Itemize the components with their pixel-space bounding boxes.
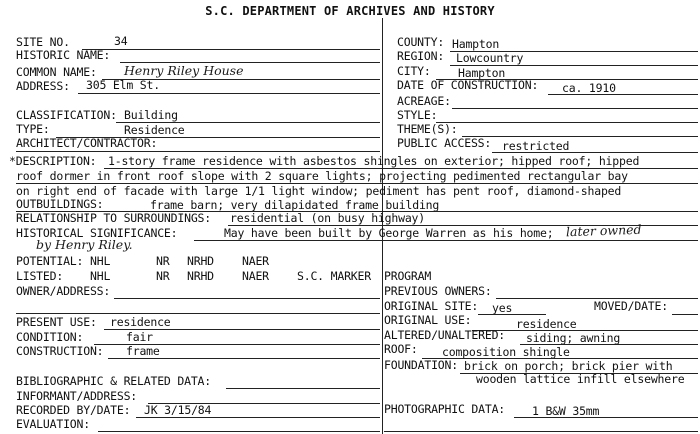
recorded-by-line [136, 417, 380, 418]
city-value: Hampton [458, 66, 506, 80]
historical-significance-typed: May have been built by George Warren as his home; [224, 226, 554, 240]
bibliographic-label: BIBLIOGRAPHIC & RELATED DATA: [16, 374, 211, 388]
potential-nr: NR [156, 254, 170, 268]
construction-label: CONSTRUCTION: [16, 344, 104, 358]
city-label: CITY: [397, 64, 431, 78]
original-site-value: yes [492, 301, 513, 315]
condition-value: fair [126, 330, 153, 344]
listed-sc-marker: S.C. MARKER [297, 269, 371, 283]
historical-significance-handwritten-2: by Henry Riley. [36, 237, 133, 252]
evaluation-label: EVALUATION: [16, 417, 90, 431]
common-name-value: Henry Riley House [124, 63, 244, 78]
original-use-label: ORIGINAL USE: [384, 313, 472, 327]
address-line [78, 93, 380, 94]
region-value: Lowcountry [456, 51, 524, 65]
date-construction-line [548, 94, 698, 95]
listed-nhl: NHL [90, 269, 111, 283]
description-line-2: roof dormer in front roof slope with 2 square lights; projecting pedimented rectangular bay [16, 169, 628, 183]
type-value: Residence [124, 123, 185, 137]
address-value: 305 Elm St. [86, 78, 160, 92]
theme-line [462, 136, 698, 137]
listed-nrhd: NRHD [187, 269, 214, 283]
potential-nhl: NHL [90, 254, 111, 268]
county-value: Hampton [452, 37, 500, 51]
type-label: TYPE: [16, 122, 50, 136]
style-label: STYLE: [397, 108, 438, 122]
informant-label: INFORMANT/ADDRESS: [16, 389, 138, 403]
relationship-value: residential (on busy highway) [230, 211, 425, 225]
public-access-line [492, 152, 698, 153]
evaluation-line [98, 431, 380, 432]
outbuildings-label: OUTBUILDINGS: [16, 197, 104, 211]
architect-line [16, 151, 380, 152]
photographic-value: 1 B&W 35mm [532, 404, 600, 418]
recorded-by-value: JK 3/15/84 [144, 403, 212, 417]
description-line-3: on right end of facade with large 1/1 light window; pediment has pent roof, diamond-shaped [16, 184, 622, 198]
original-use-value: residence [516, 317, 577, 331]
photographic-label: PHOTOGRAPHIC DATA: [384, 402, 506, 416]
public-access-value: restricted [502, 139, 570, 153]
historic-name-label: HISTORIC NAME: [16, 48, 111, 62]
relationship-label: RELATIONSHIP TO SURROUNDINGS: [16, 211, 211, 225]
description-line-1: 1-story frame residence with asbestos shingles on exterior; hipped roof; hipped [108, 154, 640, 168]
site-no-value: 34 [114, 34, 128, 48]
region-label: REGION: [397, 49, 445, 63]
recorded-by-label: RECORDED BY/DATE: [16, 403, 131, 417]
historical-significance-line [194, 240, 698, 241]
moved-date-label: MOVED/DATE: [594, 299, 668, 313]
program-label: PROGRAM [384, 269, 432, 283]
original-site-label: ORIGINAL SITE: [384, 299, 479, 313]
classification-value: Building [124, 108, 178, 122]
site-no-line [82, 49, 380, 50]
architect-label: ARCHITECT/CONTRACTOR: [16, 136, 158, 150]
outbuildings-value: frame barn; very dilapidated frame building [150, 198, 440, 212]
owner-address-line-2 [16, 313, 380, 314]
photographic-line [514, 417, 698, 418]
acreage-line [452, 108, 698, 109]
acreage-label: ACREAGE: [397, 94, 451, 108]
listed-naer: NAER [242, 269, 269, 283]
foundation-label: FOUNDATION: [384, 358, 458, 372]
condition-label: CONDITION: [16, 330, 84, 344]
description-label: *DESCRIPTION: [9, 154, 97, 168]
date-construction-value: ca. 1910 [562, 81, 616, 95]
foundation-value-1: brick on porch; brick pier with [464, 359, 673, 373]
public-access-label: PUBLIC ACCESS: [397, 136, 492, 150]
county-label: COUNTY: [397, 35, 445, 49]
owner-address-label: OWNER/ADDRESS: [16, 284, 111, 298]
present-use-label: PRESENT USE: [16, 315, 97, 329]
potential-label: POTENTIAL: [16, 254, 84, 268]
historical-significance-label: HISTORICAL SIGNIFICANCE: [16, 226, 178, 240]
theme-label: THEME(S): [397, 122, 458, 136]
construction-line [108, 358, 380, 359]
form-title: S.C. DEPARTMENT OF ARCHIVES AND HISTORY [205, 4, 495, 18]
evaluation-line-right [384, 431, 698, 432]
address-label: ADDRESS: [16, 79, 70, 93]
classification-label: CLASSIFICATION: [16, 108, 117, 122]
construction-value: frame [126, 344, 160, 358]
previous-owners-label: PREVIOUS OWNERS: [384, 284, 492, 298]
owner-address-line [114, 298, 380, 299]
bibliographic-line [226, 388, 380, 389]
roof-value: composition shingle [442, 345, 570, 359]
potential-naer: NAER [242, 254, 269, 268]
original-site-line [478, 314, 546, 315]
present-use-value: residence [110, 315, 171, 329]
date-construction-label: DATE OF CONSTRUCTION: [397, 78, 539, 92]
listed-nr: NR [156, 269, 170, 283]
altered-value: siding; awning [526, 331, 621, 345]
historical-significance-handwritten-1: later owned [565, 221, 642, 240]
style-line [436, 122, 698, 123]
potential-nrhd: NRHD [187, 254, 214, 268]
foundation-value-2: wooden lattice infill elsewhere [476, 372, 685, 386]
altered-label: ALTERED/UNALTERED: [384, 328, 506, 342]
site-no-label: SITE NO. [16, 35, 70, 49]
moved-date-line [672, 314, 698, 315]
listed-label: LISTED: [16, 269, 64, 283]
roof-label: ROOF: [384, 342, 418, 356]
common-name-label: COMMON NAME: [16, 65, 97, 79]
